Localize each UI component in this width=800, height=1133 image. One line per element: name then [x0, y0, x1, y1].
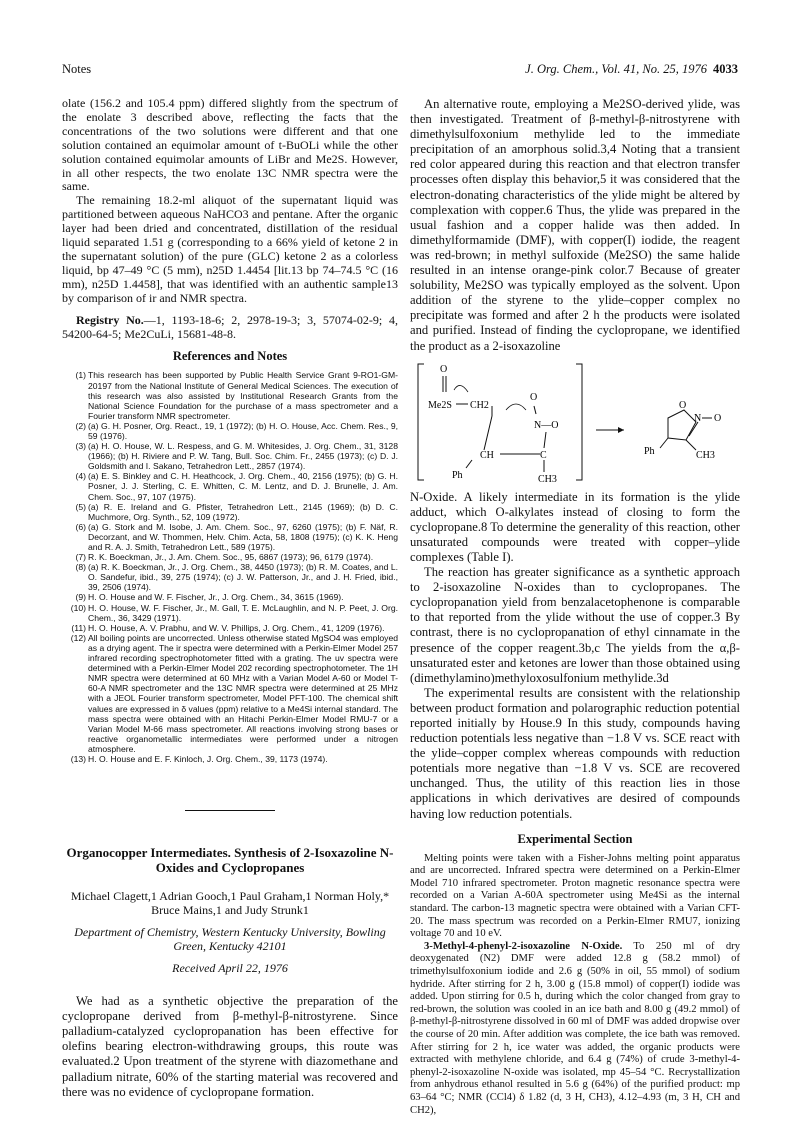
running-header: [62, 62, 738, 80]
header-section: Notes: [62, 62, 92, 76]
reference-text: (a) G. Stork and M. Isobe, J. Am. Chem. Soc., 97, 6260 (1975); (b) F. Näf, R. Decorzant, and W. Thommen, Helv. Chim. Acta, 58, 1808 (1975); (c) K. K. Heng and R. A. J. Smith, Tetrahedron Lett., 589 (1975).: [88, 521, 398, 552]
paragraph: The remaining 18.2-ml aliquot of the supernatant liquid was partitioned between aqueous NaHCO3 and pentane. After the organic layer had been dried and concentrated, distillation of the residual liquid separated 1.51 g (corresponding to a 66% yield of ketone 2 in the supernatant solution) of the pure (GLC) ketone 2 as a colorless liquid, bp 47–49 °C (5 mm), n25D 1.4454 [lit.13 bp 74–74.5 °C (16 mm), n25D 1.4458], that was identified with an authentic sample13 by comparison of ir and NMR spectra.: [62, 193, 398, 305]
right-column: [410, 97, 740, 1117]
reference-item: [62, 562, 398, 592]
scheme-label: O: [440, 363, 448, 375]
reference-text: H. O. House, W. F. Fischer, Jr., M. Gall, T. E. McLaughlin, and N. P. Peet, J. Org. Chem., 36, 3429 (1971).: [88, 602, 398, 623]
reference-number: (1): [75, 370, 86, 381]
scheme-label: C: [540, 449, 547, 461]
reference-number: (11): [71, 622, 86, 633]
paragraph: olate (156.2 and 105.4 ppm) differed slightly from the spectrum of the enolate 3 described above, reflecting the facts that the concentrations of the two solutions were different and that one solution contained an equimolar amount of t-BuOLi while the other solution contained equimolar amounts of LiBr and Me2S. However, in all other respects, the two enolate 13C NMR spectra were the same.: [62, 96, 398, 194]
reference-number: (3): [75, 441, 86, 452]
reference-number: (5): [75, 501, 86, 512]
intro-paragraph: We had as a synthetic objective the preparation of the cyclopropane derived from β-methyl-β-nitrostyrene. Since palladium-catalyzed cyclopropanation has been effective for olefins bearing electron-withdrawing groups, this route was evaluated.2 Upon treatment of the styrene with diazomethane and palladium nitrate, 60% of the starting material was recovered and there was no evidence of cyclopropane formation.: [62, 994, 398, 1099]
reference-number: (12): [70, 632, 86, 643]
reference-number: (9): [75, 592, 86, 603]
reference-item: [62, 592, 398, 602]
reference-item: [62, 522, 398, 552]
reference-number: (8): [75, 562, 86, 573]
reference-number: (13): [70, 753, 86, 764]
article-title: Organocopper Intermediates. Synthesis of 2-Isoxazoline N-Oxides and Cyclopropanes: [66, 845, 394, 876]
left-column: [62, 97, 398, 1100]
reference-item: [62, 502, 398, 522]
experimental-paragraph: [410, 941, 740, 1117]
reference-text: (a) R. K. Boeckman, Jr., J. Org. Chem., 38, 4450 (1973); (b) R. M. Coates, and L. O. Sandefur, ibid., 39, 275 (1974); (c) J. W. Patterson, Jr., and J. H. Fried, ibid., 39, 2506 (1974).: [88, 562, 398, 593]
reference-text: All boiling points are uncorrected. Unless otherwise stated MgSO4 was employed as a drying agent. The ir spectra were determined with a Perkin-Elmer Model 257 infrared recording spectrophotometer fitted with a grating. The uv spectra were determined with a Perkin-Elmer Model 202 recording spectrophotometer. The 1H NMR spectra were determined at 60 MHz with a Varian Model A-60 or Model T-60-A NMR spectrometer and the 13C NMR spectra were determined at 25 MHz with a JEOL Fourier transform spectrometer, Model PFT-100. The chemical shift values are expressed in δ values (ppm) relative to a Me4Si internal standard. The mass spectra were obtained with an Hitachi Perkin-Elmer Model RMU-7 or a Varian Model M-66 mass spectrometer. All reactions involving strong bases or reactive organometallic intermediates were performed under a nitrogen atmosphere.: [88, 632, 398, 754]
journal-citation: J. Org. Chem., Vol. 41, No. 25, 1976: [525, 62, 707, 76]
experimental-title: Experimental Section: [517, 831, 633, 846]
paragraph: The reaction has greater significance as a synthetic approach to 2-isoxazoline N-oxides than to cyclopropanes. The cyclopropanation yield from benzalacetophenone is comparable to that reported from the ylide without the use of copper.3 By contrast, there is no cyclopropanation of ethyl cinnamate in the presence of the copper reagent.3b,c The yields from the α,β-unsaturated ester and ketones are lower than those obtained using (dimethylamino)methyloxosulfonium methylide.3d: [410, 565, 740, 685]
scheme-label: Me2S: [428, 399, 452, 411]
scheme-label: N—O: [534, 419, 559, 431]
reference-item: [62, 603, 398, 623]
scheme-label: O: [530, 391, 538, 403]
affiliation: Department of Chemistry, Western Kentucky University, Bowling Green, Kentucky 42101: [74, 925, 386, 954]
scheme-label: Ph: [452, 469, 463, 481]
header-journal: [525, 62, 738, 77]
registry-text: —1, 1193-18-6; 2, 2978-19-3; 3, 57074-02-9; 4, 54200-64-5; Me2CuLi, 15681-48-8.: [62, 312, 398, 341]
authors: Michael Clagett,1 Adrian Gooch,1 Paul Graham,1 Norman Holy,* Bruce Mains,1 and Judy Strunk1: [70, 889, 390, 918]
registry-label: Registry No.: [76, 312, 144, 327]
reference-item: [62, 754, 398, 764]
page-number: 4033: [713, 62, 738, 76]
reference-text: H. O. House and W. F. Fischer, Jr., J. Org. Chem., 34, 3615 (1969).: [88, 592, 344, 603]
reference-item: [62, 441, 398, 471]
reference-number: (2): [75, 420, 86, 431]
reference-number: (4): [75, 471, 86, 482]
registry-numbers: [62, 314, 398, 342]
received-date: Received April 22, 1976: [172, 961, 288, 976]
scheme-label: O: [679, 399, 687, 411]
paragraph: The experimental results are consistent with the relationship between product formation and polarographic reduction potential reported initially by House.9 In this study, compounds having reduction potentials less negative than −1.8 V vs. SCE react with the ylide–copper complex whereas compounds with reduction potentials more negative than −1.8 V vs. SCE are recovered unchanged. Thus, the utility of this reaction lies in those applications in which derivatives are desired of compounds having low reduction potentials.: [410, 685, 740, 821]
reference-number: (7): [75, 552, 86, 563]
reference-text: (a) G. H. Posner, Org. React., 19, 1 (1972); (b) H. O. House, Acc. Chem. Res., 9, 59 (1976).: [88, 420, 398, 441]
reference-text: R. K. Boeckman, Jr., J. Am. Chem. Soc., 95, 6867 (1973); 96, 6179 (1974).: [88, 552, 374, 563]
reference-text: (a) H. O. House, W. L. Respess, and G. M. Whitesides, J. Org. Chem., 31, 3128 (1966); (b) H. Riviere and P. W. Tang, Bull. Soc. Chim. Fr., 2455 (1973); (c) D. J. Goldsmith and I. Sakano, Tetrahedron Lett., 2857 (1974).: [88, 441, 398, 472]
reference-item: [62, 370, 398, 420]
experimental-paragraph: Melting points were taken with a Fisher-Johns melting point apparatus and are uncorrected. Infrared spectra were determined on a Perkin-Elmer Model 710 infrared spectrometer. Proton magnetic resonance spectra were recorded on a Varian A-60A spectrometer using Me4Si as the internal standard. The carbon-13 magnetic spectra were obtained with a Varian CFT-20. The mass spectrum was recorded on a Perkin-Elmer RMU7, ionizing voltage 70 and 10 eV.: [410, 852, 740, 940]
scheme-label: N: [694, 412, 702, 424]
scheme-label: CH3: [696, 449, 715, 461]
paragraph: An alternative route, employing a Me2SO-derived ylide, was then investigated. Treatment of β-methyl-β-nitrostyrene with dimethylsulfoxonium methylide led to the immediate precipitation of an amorphous solid.3,4 Noting that a transient red color appeared during this reaction and that electron transfer processes often display this behavior,5 it was considered that the electron-donating characteristics of the ylide might be altered by complexation with copper.6 Thus, the ylide was prepared in the usual fashion and a copper halide was then added. In dimethylformamide (DMF), with copper(I) iodide, the reagent was red-brown; in methyl sulfoxide (Me2SO) the same halide resulted in an intense orange-pink color.7 Because of greater solubility, Me2SO was typically employed as the solvent. Upon addition of the styrene to the ylide–copper complex no precipitate was formed and after 2 h the products were isolated and purified. Instead of finding the cyclopropane, we identified the product as a 2-isoxazoline: [410, 97, 740, 353]
reference-text: (a) R. E. Ireland and G. Pfister, Tetrahedron Lett., 2145 (1969); (b) D. C. Muchmore, Org. Synth., 52, 109 (1972).: [88, 501, 398, 522]
procedure-text: To 250 ml of dry deoxygenated (N2) DMF were added 12.8 g (58.2 mmol) of trimethylsulfoxonium iodide and 2.6 g (50% in oil, 55 mmol) of sodium hydride. After stirring for 2 h, 3.00 g (15.8 mmol) of copper(I) iodide was added. Upon stirring for 0.5 h, during which the color changed from gray to red-brown, the solution was cooled in an ice bath and 8.00 g (49.2 mmol) of β-methyl-β-nitrostyrene dissolved in 60 ml of DMF was added dropwise over the course of 20 min. After addition was complete, the ice bath was removed. After stirring for 2 h, ice water was added, the organic products were extracted with methylene chloride, and 6.4 g (74%) of crude 3-methyl-4-phenyl-2-isoxazoline N-oxide was isolated, mp 45–54 °C. Recrystallization from anhydrous ethanol resulted in 5.6 g (64%) of the purified product: mp 63–64 °C; NMR (CCl4) δ 1.82 (d, 3 H, CH3), 4.12–4.93 (m, 3 H, CH and CH2),: [410, 940, 740, 1116]
reference-item: [62, 633, 398, 754]
compound-heading: 3-Methyl-4-phenyl-2-isoxazoline N-Oxide.: [424, 940, 623, 952]
scheme-label: Ph: [644, 445, 655, 457]
section-rule: [185, 810, 275, 811]
reference-item: [62, 623, 398, 633]
reaction-scheme-drawing: [410, 358, 740, 486]
reference-list: [62, 370, 398, 764]
reference-text: H. O. House, A. V. Prabhu, and W. V. Phillips, J. Org. Chem., 41, 1209 (1976).: [88, 622, 385, 633]
reference-item: [62, 421, 398, 441]
reference-text: H. O. House and E. F. Kinloch, J. Org. Chem., 39, 1173 (1974).: [88, 753, 328, 764]
references-title: References and Notes: [172, 349, 288, 364]
reference-text: This research has been supported by Public Health Service Grant 9-RO1-GM-20197 from the National Institute of General Medical Sciences. The execution of this research was also assisted by Institutional Research Grants from the National Science Foundation for the purchase of a mass spectrometer and a Fourier transform NMR spectrometer.: [88, 370, 398, 421]
reference-text: (a) E. S. Binkley and C. H. Heathcock, J. Org. Chem., 40, 2156 (1975); (b) G. H. Posner, J. J. Sterling, C. E. Whitten, C. M. Lentz, and D. J. Brunelle, J. Am. Chem. Soc., 97, 107 (1975).: [88, 471, 398, 502]
reference-item: [62, 471, 398, 501]
reference-item: [62, 552, 398, 562]
reference-number: (10): [70, 602, 86, 613]
scheme-label: CH3: [538, 473, 557, 485]
reference-number: (6): [75, 521, 86, 532]
scheme-label: O: [714, 412, 722, 424]
scheme-label: CH: [480, 449, 494, 461]
reaction-scheme: [410, 358, 740, 486]
scheme-label: CH2: [470, 399, 489, 411]
paragraph: N-Oxide. A likely intermediate in its formation is the ylide adduct, which O-alkylates instead of closing to form the cyclopropane.8 To determine the generality of this reaction, other unsaturated compounds were treated with copper–ylide complexes (Table I).: [410, 489, 740, 564]
